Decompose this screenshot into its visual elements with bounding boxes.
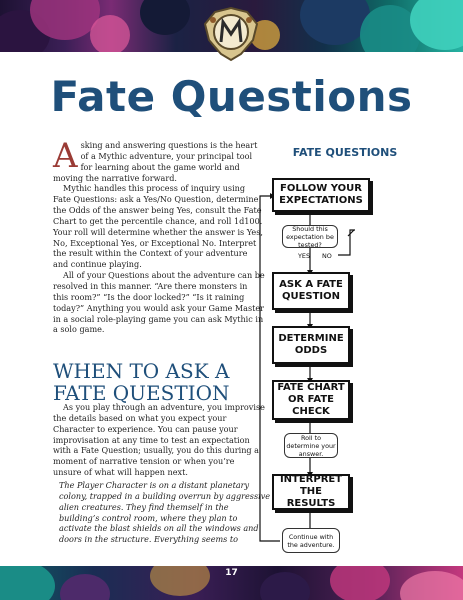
example-paragraph: The Player Character is on a distant planetary colony, trapped in a building overrun by aggressive alien creatures. They find themself in the building’s control room, where they plan to activate the blast shields on all the windows and doors in the structure. Everything seems to [59,480,271,545]
intro-paragraph-2: Mythic handles this process of inquiry using Fate Questions: ask a Yes/No Question, determine the Odds of the answer being Yes, consult the Fate Chart to get the percentile chance, and roll 1d100. Your roll will determine whether the answer is Yes, No, Exceptional Yes, or Exceptional No. Interpret the result within the Context of your adventure and continue playing. [53,183,263,270]
flowchart-no-label: NO [322,252,332,260]
flowchart-step-interpret-results: INTERPRET THE RESULTS [272,474,350,510]
flowchart-step-follow-expectations: FOLLOW YOUR EXPECTATIONS [272,178,370,212]
intro-paragraph-3: All of your Questions about the adventure can be resolved in this manner. “Are there monsters in this room?” “Is the door locked?” “Is it raining today?” Anything you would ask your Game Master in a social role-playing game you can ask Mythic in a solo game. [53,270,265,335]
page-title: Fate Questions [50,72,413,121]
flowchart-step-determine-odds: DETERMINE ODDS [272,326,350,364]
flowchart-step-fate-chart-or-check: FATE CHART OR FATE CHECK [272,380,350,420]
drop-cap: A [53,136,78,176]
section-paragraph-1: As you play through an adventure, you improvise the details based on what you expect your Character to experience. You can pause your improvisation at any time to test an expectation with a Fate Question; usually, you do this during a moment of narrative tension or when you’re unsure of what will happen next. [53,402,265,478]
flowchart-yes-label: YES [298,252,310,260]
flowchart-step-ask-fate-question: ASK A FATE QUESTION [272,272,350,310]
page-number: 17 [225,568,238,578]
flowchart-title: FATE QUESTIONS [292,146,398,159]
flowchart-note-continue: Continue with the adventure. [282,528,340,553]
flowchart-note-roll: Roll to determine your answer. [284,433,338,458]
intro-p1-text: sking and answering questions is the heart of a Mythic adventure, your principal tool for learning about the game world and moving the narrative forward. [53,140,258,183]
flowchart-note-test-expectation: Should this expectation be tested? [282,225,338,248]
section-heading: WHEN TO ASK A FATE QUESTION [53,359,230,405]
